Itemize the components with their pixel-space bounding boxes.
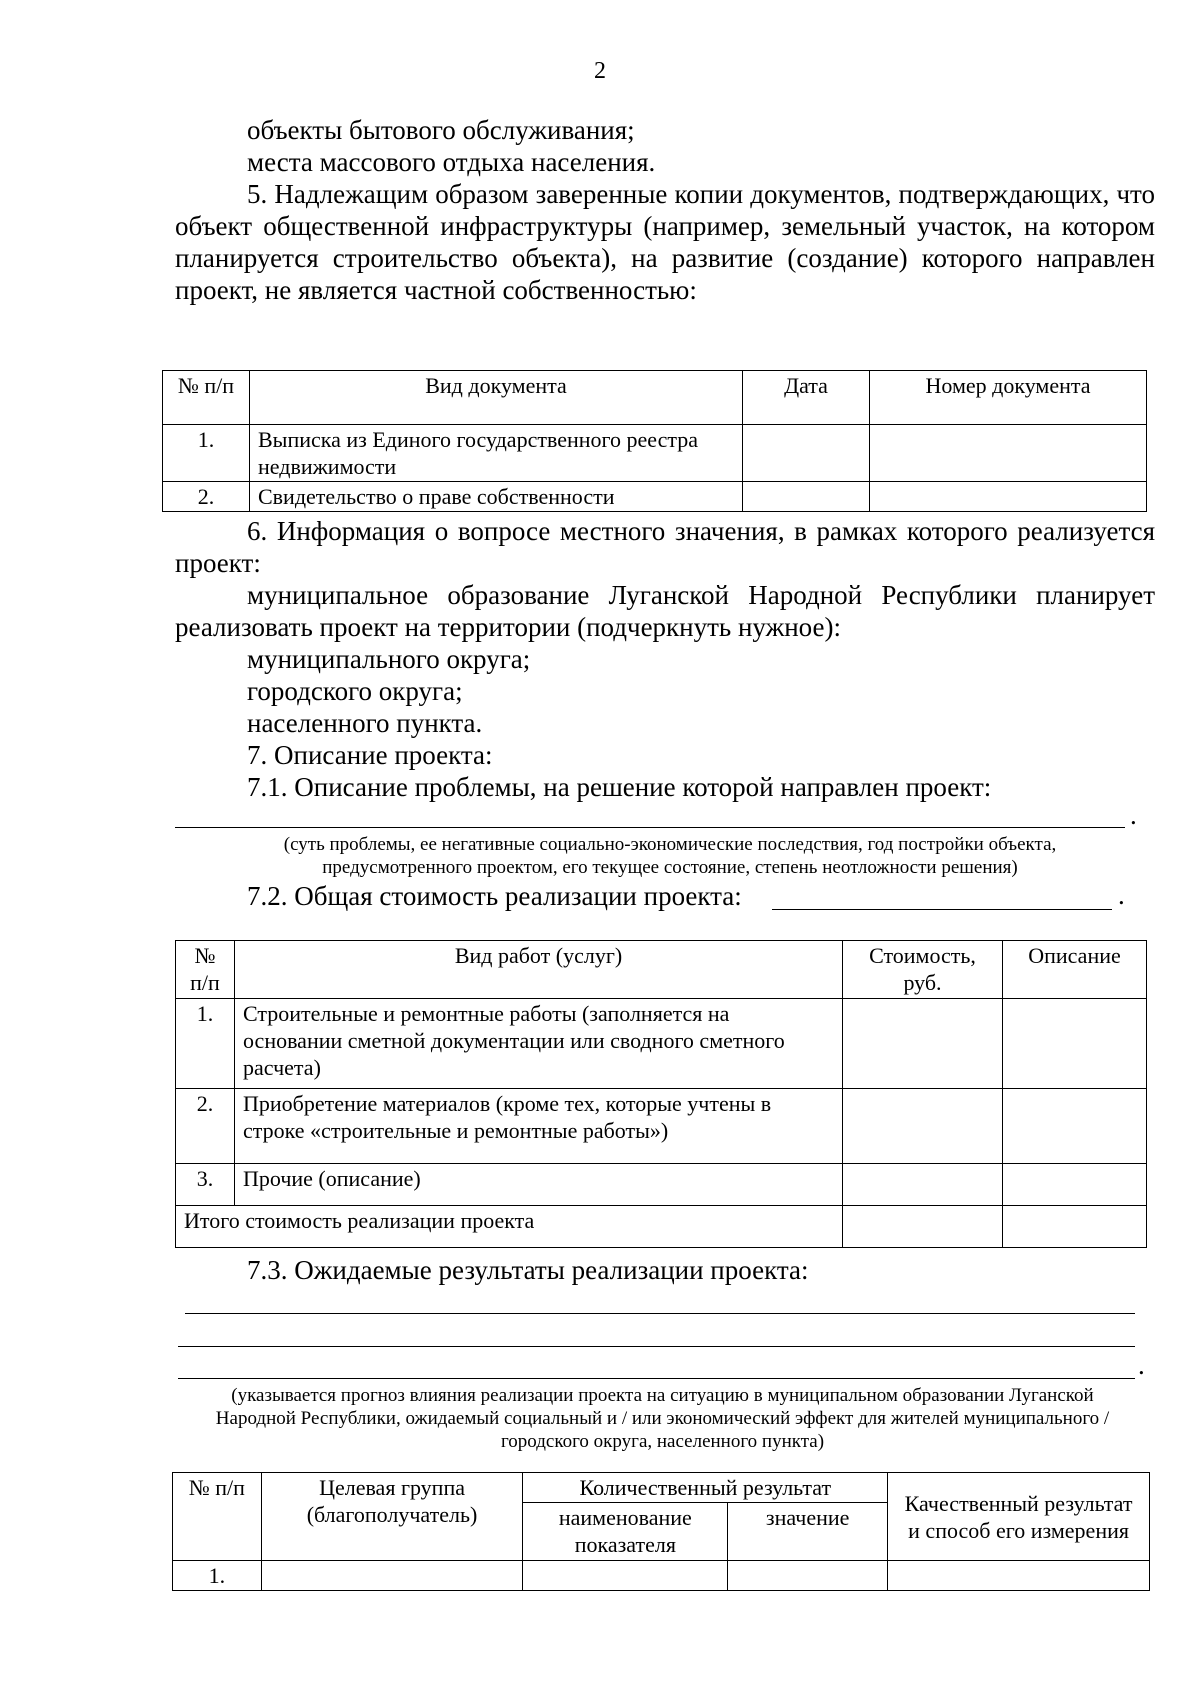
col-num-header: № п/п <box>173 1473 262 1561</box>
line-end-dot: . <box>1130 800 1137 830</box>
col-work-type-header: Вид работ (услуг) <box>235 941 843 999</box>
line-end-dot: . <box>1138 1350 1145 1380</box>
table-row <box>163 482 1147 512</box>
col-indicator-name-header: наименование показателя <box>523 1503 728 1561</box>
documents-table <box>162 370 1147 512</box>
section-item73 <box>175 1254 1155 1286</box>
col-value-header: значение <box>728 1503 888 1561</box>
total-cost-input-line[interactable] <box>772 909 1112 910</box>
doc-type-cell: Выписка из Единого государственного реестра недвижимости <box>250 425 743 482</box>
table-row <box>176 999 1147 1089</box>
col-date-header: Дата <box>743 371 870 425</box>
value-cell[interactable] <box>728 1561 888 1591</box>
cost-cell[interactable] <box>843 1164 1003 1206</box>
total-row <box>176 1206 1147 1248</box>
option-city-district[interactable]: городского округа; <box>247 676 463 706</box>
date-cell[interactable] <box>743 482 870 512</box>
date-cell[interactable] <box>743 425 870 482</box>
item-6-paragraph: 6. Информация о вопросе местного значения, в рамках которого реализуется проект: <box>175 516 1155 578</box>
table-row <box>173 1561 1150 1591</box>
item-7-1-heading: 7.1. Описание проблемы, на решение которой направлен проект: <box>247 772 992 802</box>
cost-cell[interactable] <box>843 1089 1003 1164</box>
col-target-group-header: Целевая группа (благополучатель) <box>261 1473 523 1561</box>
item-7-heading: 7. Описание проекта: <box>247 740 493 770</box>
section-item6 <box>175 515 1155 803</box>
text-line-household-services: объекты бытового обслуживания; <box>247 115 635 145</box>
col-num-header: № п/п <box>163 371 250 425</box>
item-5-paragraph: 5. Надлежащим образом заверенные копии документов, подтверждающих, что объект общественной инфраструктуры (например, земельный участок, на котором планируется строительство объекта), на развитие (создание) которого направлен проект, не является частной собственностью: <box>175 179 1155 305</box>
description-cell[interactable] <box>1003 1164 1147 1206</box>
total-cost-cell[interactable] <box>843 1206 1003 1248</box>
total-label: Итого стоимость реализации проекта <box>176 1206 843 1248</box>
results-table <box>172 1472 1150 1591</box>
indicator-name-cell[interactable] <box>523 1561 728 1591</box>
item-6-text: муниципальное образование Луганской Народной Республики планирует реализовать проект на территории (подчеркнуть нужное): <box>175 580 1155 642</box>
doc-number-cell[interactable] <box>870 482 1147 512</box>
option-settlement[interactable]: населенного пункта. <box>247 708 483 738</box>
expected-results-input-line-3[interactable] <box>178 1378 1135 1379</box>
cost-table <box>175 940 1147 1248</box>
row-num: 2. <box>163 482 250 512</box>
col-num-header: № п/п <box>176 941 235 999</box>
col-cost-header: Стоимость, руб. <box>843 941 1003 999</box>
page-number: 2 <box>594 58 606 84</box>
row-num: 3. <box>176 1164 235 1206</box>
line-end-dot: . <box>1118 880 1125 910</box>
problem-description-input-line[interactable] <box>175 827 1125 828</box>
work-type-cell: Прочие (описание) <box>235 1164 843 1206</box>
row-num: 1. <box>173 1561 262 1591</box>
section-top <box>175 114 1155 306</box>
item-7-3-note: (указывается прогноз влияния реализации проекта на ситуацию в муниципальном образовании Луганской Народной Республики, ожидаемый социальный и / или экономический эффект для жителей муниципального / городского округа, населенного пункта) <box>215 1385 1110 1452</box>
col-qualitative-header: Качественный результат и способ его измерения <box>888 1473 1150 1561</box>
doc-number-cell[interactable] <box>870 425 1147 482</box>
col-quantitative-header: Количественный результат <box>523 1473 888 1503</box>
expected-results-input-line-1[interactable] <box>185 1313 1135 1314</box>
work-type-cell: Строительные и ремонтные работы (заполняется на основании сметной документации или сводного сметного расчета) <box>235 999 843 1089</box>
section-item72 <box>175 880 1155 912</box>
table-row <box>163 425 1147 482</box>
table-header-row <box>176 941 1147 999</box>
doc-type-cell: Свидетельство о праве собственности <box>250 482 743 512</box>
row-num: 2. <box>176 1089 235 1164</box>
description-cell[interactable] <box>1003 999 1147 1089</box>
table-row <box>176 1089 1147 1164</box>
row-num: 1. <box>163 425 250 482</box>
table-header-row <box>163 371 1147 425</box>
cost-cell[interactable] <box>843 999 1003 1089</box>
item-7-1-note: (суть проблемы, ее негативные социально-экономические последствия, год постройки объекта, предусмотренного проектом, его текущее состояние, степень неотложности решения) <box>283 834 1057 878</box>
option-municipal-district[interactable]: муниципального округа; <box>247 644 531 674</box>
text-line-mass-recreation: места массового отдыха населения. <box>247 147 656 177</box>
expected-results-input-line-2[interactable] <box>178 1346 1135 1347</box>
table-row <box>176 1164 1147 1206</box>
col-doc-number-header: Номер документа <box>870 371 1147 425</box>
target-group-cell[interactable] <box>261 1561 523 1591</box>
table-header-row <box>173 1473 1150 1503</box>
qualitative-cell[interactable] <box>888 1561 1150 1591</box>
row-num: 1. <box>176 999 235 1089</box>
col-description-header: Описание <box>1003 941 1147 999</box>
item-7-2-heading: 7.2. Общая стоимость реализации проекта: <box>247 881 742 911</box>
work-type-cell: Приобретение материалов (кроме тех, которые учтены в строке «строительные и ремонтные работы») <box>235 1089 843 1164</box>
description-cell[interactable] <box>1003 1089 1147 1164</box>
item-7-3-heading: 7.3. Ожидаемые результаты реализации проекта: <box>247 1255 809 1285</box>
col-doc-type-header: Вид документа <box>250 371 743 425</box>
total-description-cell[interactable] <box>1003 1206 1147 1248</box>
